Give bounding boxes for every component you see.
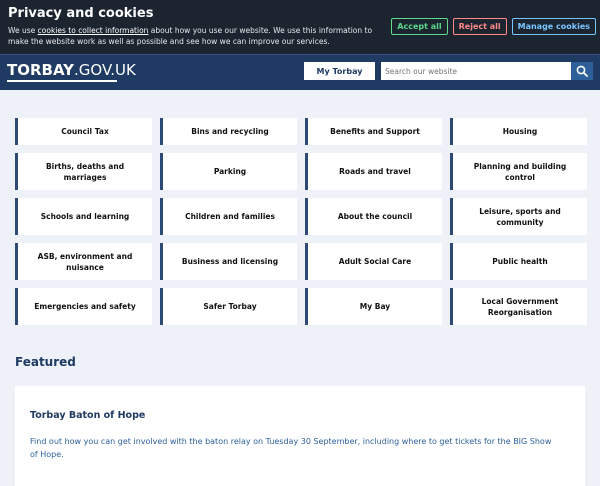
- reject-all-button[interactable]: Reject all: [453, 18, 507, 35]
- site-logo[interactable]: [7, 61, 136, 79]
- tile-safer-torbay[interactable]: Safer Torbay: [160, 288, 297, 325]
- tile-adult-social-care[interactable]: Adult Social Care: [305, 243, 442, 280]
- logo-light-text: .GOV.UK: [74, 61, 136, 79]
- featured-card[interactable]: [15, 386, 585, 486]
- site-header: [0, 54, 600, 90]
- tile-about-the-council[interactable]: About the council: [305, 198, 442, 235]
- tile-business-and-licensing[interactable]: Business and licensing: [160, 243, 297, 280]
- cookie-buttons: [391, 18, 596, 35]
- cookie-text-start: We use: [8, 26, 38, 35]
- tile-births-deaths-marriages[interactable]: Births, deaths and marriages: [15, 153, 152, 190]
- accept-all-button[interactable]: Accept all: [391, 18, 447, 35]
- my-torbay-button[interactable]: My Torbay: [304, 62, 375, 80]
- featured-card-title[interactable]: Torbay Baton of Hope: [30, 410, 146, 421]
- tile-housing[interactable]: Housing: [450, 118, 587, 145]
- tile-children-and-families[interactable]: Children and families: [160, 198, 297, 235]
- service-tiles: [15, 118, 585, 325]
- cookie-text-end: about how you use our website. We use this information to make the website work as well as possible and see how we can improve our services.: [8, 26, 373, 46]
- tile-schools-and-learning[interactable]: Schools and learning: [15, 198, 152, 235]
- logo-underline: [7, 80, 117, 82]
- tile-bins-and-recycling[interactable]: Bins and recycling: [160, 118, 297, 145]
- search-button[interactable]: [571, 62, 593, 80]
- tile-asb-environment-nuisance[interactable]: ASB, environment and nuisance: [15, 243, 152, 280]
- tile-planning-and-building-control[interactable]: Planning and building control: [450, 153, 587, 190]
- manage-cookies-button[interactable]: Manage cookies: [512, 18, 596, 35]
- cookie-banner-text: [8, 25, 388, 47]
- cookie-banner-title: Privacy and cookies: [8, 6, 154, 21]
- tile-leisure-sports-community[interactable]: Leisure, sports and community: [450, 198, 587, 235]
- cookie-info-link[interactable]: cookies to collect information: [37, 26, 149, 35]
- search-input[interactable]: [381, 62, 571, 80]
- tile-emergencies-and-safety[interactable]: Emergencies and safety: [15, 288, 152, 325]
- tile-roads-and-travel[interactable]: Roads and travel: [305, 153, 442, 190]
- search-bar: [381, 62, 593, 80]
- cookie-banner: [0, 0, 600, 54]
- tile-my-bay[interactable]: My Bay: [305, 288, 442, 325]
- tile-parking[interactable]: Parking: [160, 153, 297, 190]
- tile-council-tax[interactable]: Council Tax: [15, 118, 152, 145]
- tile-local-government-reorganisation[interactable]: Local Government Reorganisation: [450, 288, 587, 325]
- logo-bold-text: TORBAY: [7, 61, 75, 79]
- featured-heading: Featured: [15, 355, 76, 369]
- search-icon: [576, 65, 588, 77]
- tile-public-health[interactable]: Public health: [450, 243, 587, 280]
- featured-card-text: Find out how you can get involved with the baton relay on Tuesday 30 September, including where to get tickets for the BIG Show of Hope.: [30, 437, 552, 459]
- tile-benefits-and-support[interactable]: Benefits and Support: [305, 118, 442, 145]
